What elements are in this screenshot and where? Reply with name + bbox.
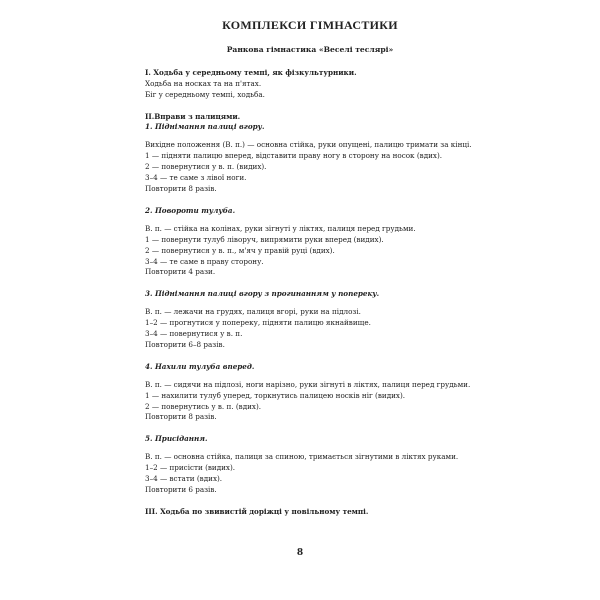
exercise-4 [145, 362, 475, 424]
exercise-line: В. п. — стійка на колінах, руки зігнуті у ліктях, палиця перед грудьми. [145, 223, 416, 233]
exercise-2 [145, 206, 475, 278]
exercise-line: Повторити 8 разів. [145, 412, 217, 422]
exercise-line: 1 — нахилити тулуб уперед, торкнутись палицею носків ніг (видих). [145, 390, 406, 400]
section-1 [145, 68, 475, 101]
exercise-title: 1. Піднімання палиці вгору. [145, 122, 265, 132]
exercise-5 [145, 434, 475, 496]
exercise-line: Повторити 6–8 разів. [145, 339, 225, 349]
exercise-line: 1 — підняти палицю вперед, відставити праву ногу в сторону на носок (вдих). [145, 151, 443, 161]
exercise-line: 1–2 — присісти (видих). [145, 463, 236, 473]
exercise-title: 2. Повороти тулуба. [145, 205, 236, 215]
page-subtitle: Ранкова гімнастика «Веселі теслярі» [226, 44, 394, 54]
exercise-title: 4. Нахили тулуба вперед. [145, 361, 255, 371]
exercise-line: В. п. — основна стійка, палиця за спиною, тримається зігнутими в ліктях руками. [145, 452, 459, 462]
exercise-line: 2 — повернутися у в. п. (видих). [145, 162, 267, 172]
section-1-line: Біг у середньому темпі, ходьба. [145, 89, 265, 99]
page-title: КОМПЛЕКСИ ГІМНАСТИКИ [222, 18, 398, 32]
exercise-line: В. п. — лежачи на грудях, палиця вгорі, руки на підлозі. [145, 307, 361, 317]
exercise-line: Повторити 8 разів. [145, 183, 217, 193]
exercise-line: Вихідне положення (В. п.) — основна стійка, руки опущені, палицю тримати за кінці. [145, 140, 472, 150]
exercise-line: 3–4 — повернутися у в. п. [145, 329, 243, 339]
exercise-line: В. п. — сидячи на підлозі, ноги нарізно, руки зігнуті в ліктях, палиця перед грудьми. [145, 379, 471, 389]
exercise-line: 3–4 — те саме в праву сторону. [145, 256, 264, 266]
exercise-1 [145, 122, 475, 194]
page-number: 8 [296, 548, 304, 558]
exercise-line: Повторити 4 рази. [145, 267, 216, 277]
section-3-heading: ІІІ. Ходьба по звивистій доріжці у повільному темпі. [145, 506, 369, 516]
exercise-line: 1–2 — прогнутися у попереку, підняти палицю якнайвище. [145, 318, 371, 328]
exercise-line: 3–4 — те саме з лівої ноги. [145, 173, 247, 183]
section-1-line: Ходьба на носках та на п'ятах. [145, 78, 262, 88]
exercise-line: Повторити 6 разів. [145, 485, 217, 494]
exercise-line: 2 — повернутися у в. п., м'яч у правій руці (вдих). [145, 245, 335, 255]
exercise-line: 3–4 — встати (вдих). [145, 474, 223, 484]
exercise-line: 2 — повернутись у в. п. (вдих). [145, 401, 262, 411]
section-2-heading: ІІ.Вправи з палицями. [145, 111, 241, 121]
exercise-line: 1 — повернути тулуб ліворуч, випрямити руки вперед (видих). [145, 234, 384, 244]
exercise-title: 3. Піднімання палиці вгору з прогинанням у попереку. [145, 289, 380, 299]
section-1-heading: І. Ходьба у середньому темпі, як фізкультурники. [145, 67, 357, 77]
exercise-3 [145, 289, 475, 351]
page-content [145, 20, 475, 518]
section-2 [145, 112, 475, 496]
section-3 [145, 507, 475, 518]
exercise-title: 5. Присідання. [145, 434, 208, 444]
